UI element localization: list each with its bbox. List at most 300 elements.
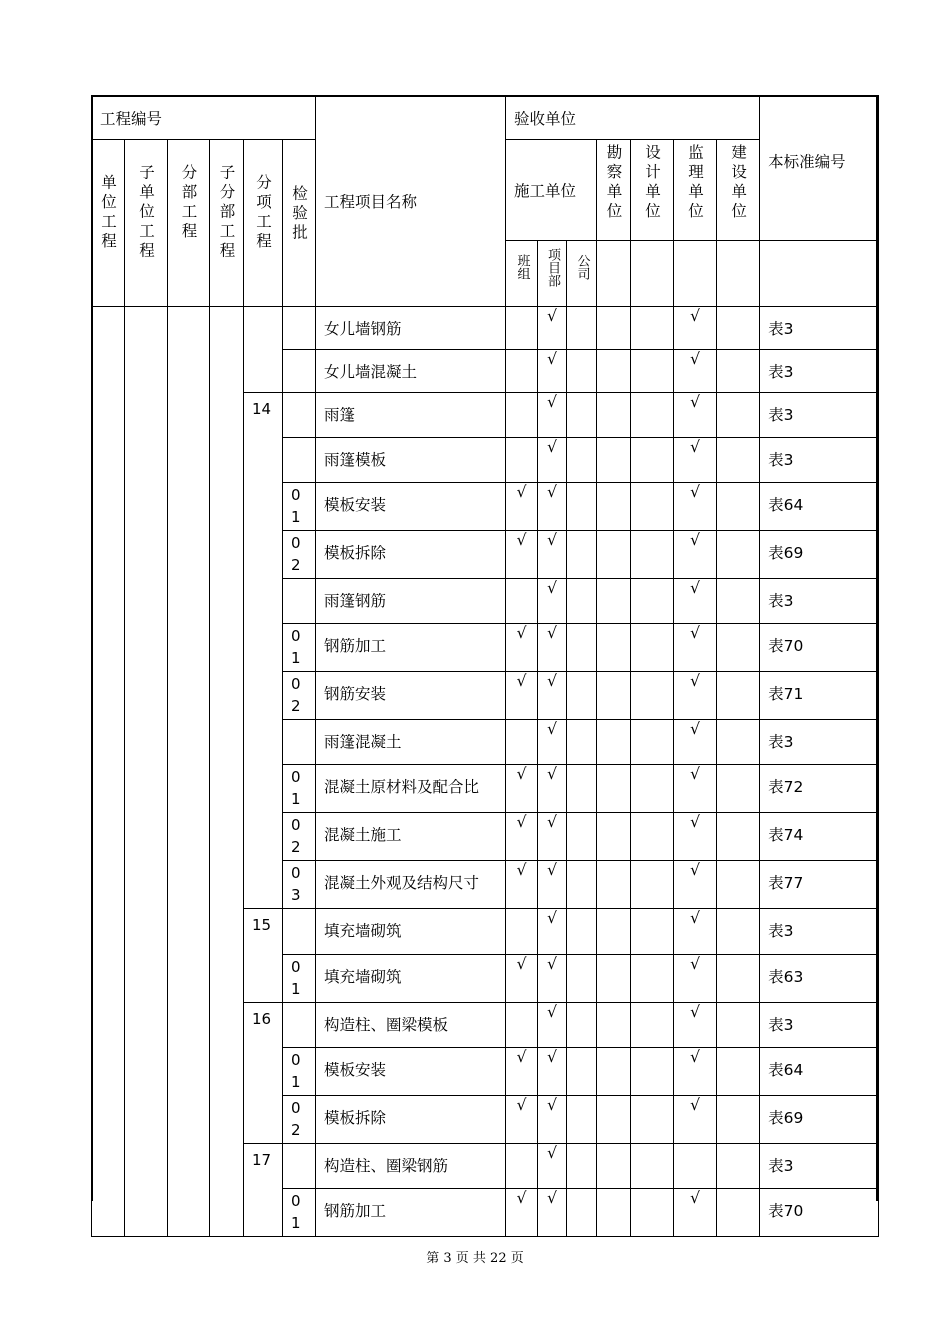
design-check-cell [631, 955, 674, 1003]
item-name-cell [316, 909, 506, 955]
design-check-cell [631, 624, 674, 672]
lot-number-cell [283, 1144, 316, 1189]
supervision-unit-label: 监理单位 [686, 144, 705, 222]
item-name: 构造柱、圈梁钢筋 [324, 1157, 449, 1175]
standard-number: 表64 [768, 496, 804, 514]
survey-check-cell [597, 1189, 631, 1237]
company-check-cell [567, 1096, 597, 1144]
check-mark: √ [547, 483, 557, 501]
lot-number-cell [283, 483, 316, 531]
dept-check-cell [538, 438, 567, 483]
supervision-check-cell [674, 1189, 717, 1237]
item-name-cell [316, 861, 506, 909]
client-check-cell [717, 909, 760, 955]
client-check-cell [717, 1189, 760, 1237]
supervision-check-cell [674, 765, 717, 813]
check-mark: √ [547, 393, 557, 411]
lot-number-cell [283, 955, 316, 1003]
design-check-cell [631, 393, 674, 438]
item-name-cell [316, 1003, 506, 1048]
item-name: 钢筋安装 [324, 685, 387, 703]
division-col [168, 307, 210, 1237]
lot-number: 01 [291, 958, 301, 998]
survey-check-cell [597, 483, 631, 531]
survey-check-cell [597, 579, 631, 624]
dept-check-cell [538, 393, 567, 438]
check-mark: √ [547, 813, 557, 831]
supervision-check-cell [674, 909, 717, 955]
dept-check-cell [538, 813, 567, 861]
design-check-cell [631, 1048, 674, 1096]
lot-number [283, 393, 309, 396]
check-mark: √ [690, 955, 700, 973]
item-name-cell [316, 438, 506, 483]
lot-number-cell [283, 579, 316, 624]
item-number-cell [244, 1144, 283, 1237]
lot-number-cell [283, 861, 316, 909]
supervision-check-cell [674, 579, 717, 624]
item-number: 15 [252, 916, 272, 934]
standard-number-cell [760, 955, 879, 1003]
standard-number: 表3 [768, 1157, 794, 1175]
design-check-cell [631, 672, 674, 720]
lot-number-cell [283, 765, 316, 813]
lot-number-cell [283, 672, 316, 720]
standard-number: 表3 [768, 320, 794, 338]
standard-number-cell [760, 393, 879, 438]
check-mark: √ [690, 307, 700, 325]
lot-number: 01 [291, 768, 301, 808]
design-check-cell [631, 813, 674, 861]
team-cell [506, 241, 538, 307]
survey-unit-cell [597, 140, 631, 241]
team-check-cell [506, 1096, 538, 1144]
company-check-cell [567, 350, 597, 393]
client-check-cell [717, 1144, 760, 1189]
design-check-cell [631, 1003, 674, 1048]
team-check-cell [506, 624, 538, 672]
item-name: 女儿墙混凝土 [324, 363, 418, 381]
survey-check-cell [597, 813, 631, 861]
lot-number: 01 [291, 1051, 301, 1091]
lot-number [283, 438, 309, 441]
supervision-check-cell [674, 307, 717, 350]
check-mark: √ [516, 813, 527, 831]
item-name-cell [316, 579, 506, 624]
survey-check-cell [597, 955, 631, 1003]
company-check-cell [567, 909, 597, 955]
check-mark: √ [690, 579, 700, 597]
check-mark: √ [690, 765, 700, 783]
supervision-check-cell [674, 531, 717, 579]
supervision-unit-cell [674, 140, 717, 241]
standard-number: 表3 [768, 406, 794, 424]
check-mark: √ [516, 861, 527, 879]
header-standard-cell [760, 96, 879, 241]
team-check-cell [506, 861, 538, 909]
standard-number-cell [760, 1003, 879, 1048]
check-mark: √ [547, 307, 557, 325]
team-check-cell [506, 579, 538, 624]
company-check-cell [567, 1003, 597, 1048]
team-check-cell [506, 909, 538, 955]
sub-division-col [210, 307, 244, 1237]
item-name-cell [316, 483, 506, 531]
company-check-cell [567, 438, 597, 483]
client-check-cell [717, 350, 760, 393]
standard-number: 表70 [768, 637, 804, 655]
design-check-cell [631, 861, 674, 909]
check-mark: √ [516, 1096, 527, 1114]
survey-check-cell [597, 350, 631, 393]
unit-project-cell [92, 140, 125, 307]
survey-check-cell [597, 1003, 631, 1048]
dept-check-cell [538, 1096, 567, 1144]
survey-check-cell [597, 672, 631, 720]
item-number-cell [244, 1003, 283, 1144]
check-mark: √ [690, 1189, 700, 1207]
company-check-cell [567, 672, 597, 720]
standard-number: 表72 [768, 778, 804, 796]
check-mark: √ [690, 1003, 700, 1021]
client-check-cell [717, 813, 760, 861]
item-name-cell [316, 307, 506, 350]
item-number: 14 [252, 400, 272, 418]
lot-number [283, 1003, 309, 1006]
lot-number [283, 350, 309, 353]
item-name: 模板拆除 [324, 1109, 387, 1127]
standard-number-cell [760, 438, 879, 483]
item-name-cell [316, 624, 506, 672]
supervision-check-cell [674, 720, 717, 765]
client-check-cell [717, 720, 760, 765]
item-name: 混凝土外观及结构尺寸 [324, 874, 480, 892]
company-check-cell [567, 579, 597, 624]
item-name: 雨篷 [324, 406, 356, 424]
standard-number-cell [760, 1096, 879, 1144]
standard-number-cell [760, 307, 879, 350]
item-number [244, 307, 282, 313]
standard-number-cell [760, 861, 879, 909]
standard-number: 表71 [768, 685, 804, 703]
standard-number-label: 本标准编号 [768, 153, 846, 171]
client-check-cell [717, 672, 760, 720]
company-check-cell [567, 720, 597, 765]
item-name: 模板安装 [324, 496, 387, 514]
lot-number-cell [283, 1003, 316, 1048]
company-check-cell [567, 624, 597, 672]
item-name: 雨篷模板 [324, 451, 387, 469]
construction-unit-cell [506, 140, 597, 241]
survey-check-cell [597, 1048, 631, 1096]
item-name-cell [316, 1189, 506, 1237]
standard-number: 表3 [768, 363, 794, 381]
check-mark: √ [690, 531, 700, 549]
item-name-cell [316, 720, 506, 765]
supervision-check-cell [674, 350, 717, 393]
construction-unit-label: 施工单位 [514, 182, 577, 200]
client-check-cell [717, 531, 760, 579]
lot-number: 01 [291, 486, 301, 526]
survey-blank [597, 241, 631, 307]
item-name-cell [316, 1096, 506, 1144]
company-check-cell [567, 813, 597, 861]
design-check-cell [631, 1144, 674, 1189]
client-check-cell [717, 955, 760, 1003]
dept-check-cell [538, 955, 567, 1003]
unit-project-col [92, 307, 125, 1237]
supervision-check-cell [674, 1096, 717, 1144]
table-row [92, 307, 879, 350]
survey-check-cell [597, 438, 631, 483]
item-name: 模板拆除 [324, 544, 387, 562]
standard-number: 表74 [768, 826, 804, 844]
company-check-cell [567, 955, 597, 1003]
survey-check-cell [597, 909, 631, 955]
item-name: 填充墙砌筑 [324, 968, 402, 986]
project-item-name-label: 工程项目名称 [324, 193, 418, 211]
survey-check-cell [597, 861, 631, 909]
team-check-cell [506, 438, 538, 483]
design-unit-label: 设计单位 [643, 144, 662, 222]
lot-number-cell [283, 393, 316, 438]
item-name-cell [316, 955, 506, 1003]
check-mark: √ [547, 720, 557, 738]
team-check-cell [506, 1144, 538, 1189]
standard-number: 表69 [768, 544, 804, 562]
check-mark: √ [516, 531, 527, 549]
unit-project-label: 单位工程 [99, 174, 117, 252]
dept-check-cell [538, 1189, 567, 1237]
check-mark: √ [690, 1048, 700, 1066]
standard-number: 表3 [768, 451, 794, 469]
survey-check-cell [597, 765, 631, 813]
lot-number-cell [283, 813, 316, 861]
company-check-cell [567, 861, 597, 909]
client-check-cell [717, 861, 760, 909]
inspection-table [91, 95, 879, 1237]
lot-number-cell [283, 1096, 316, 1144]
page-footer: 第 3 页 共 22 页 [426, 1251, 524, 1266]
dept-check-cell [538, 307, 567, 350]
design-check-cell [631, 483, 674, 531]
survey-check-cell [597, 624, 631, 672]
standard-number-cell [760, 624, 879, 672]
header-item-name-cell [316, 96, 506, 307]
check-mark: √ [547, 579, 557, 597]
item-project-label: 分项工程 [254, 174, 272, 252]
design-unit-cell [631, 140, 674, 241]
supervision-check-cell [674, 483, 717, 531]
company-check-cell [567, 765, 597, 813]
supervision-check-cell [674, 1003, 717, 1048]
lot-number: 01 [291, 1192, 301, 1232]
standard-number-cell [760, 531, 879, 579]
check-mark: √ [516, 483, 527, 501]
dept-check-cell [538, 483, 567, 531]
item-name-cell [316, 393, 506, 438]
survey-check-cell [597, 531, 631, 579]
lot-number: 02 [291, 816, 301, 856]
team-check-cell [506, 720, 538, 765]
team-check-cell [506, 483, 538, 531]
supervision-check-cell [674, 438, 717, 483]
lot-number [283, 720, 309, 723]
sub-unit-project-col [125, 307, 168, 1237]
inspection-lot-label: 检验批 [290, 185, 309, 244]
design-check-cell [631, 350, 674, 393]
check-mark: √ [690, 438, 700, 456]
team-check-cell [506, 307, 538, 350]
team-check-cell [506, 1048, 538, 1096]
item-name: 雨篷钢筋 [324, 592, 387, 610]
design-check-cell [631, 438, 674, 483]
item-name: 模板安装 [324, 1061, 387, 1079]
item-name-cell [316, 1048, 506, 1096]
design-check-cell [631, 579, 674, 624]
dept-check-cell [538, 531, 567, 579]
item-number: 17 [252, 1151, 272, 1169]
survey-check-cell [597, 307, 631, 350]
standard-number-cell [760, 483, 879, 531]
project-code-label: 工程编号 [100, 109, 163, 128]
division-project-cell [168, 140, 210, 307]
item-name: 钢筋加工 [324, 1202, 387, 1220]
check-mark: √ [547, 672, 557, 690]
supervision-check-cell [674, 813, 717, 861]
standard-number-cell [760, 350, 879, 393]
dept-check-cell [538, 624, 567, 672]
check-mark: √ [516, 624, 527, 642]
lot-number: 02 [291, 1099, 301, 1139]
sub-unit-project-label: 子单位工程 [137, 164, 155, 262]
company-cell [567, 241, 597, 307]
check-mark: √ [516, 1189, 527, 1207]
supervision-check-cell [674, 672, 717, 720]
team-check-cell [506, 531, 538, 579]
survey-unit-label: 勘察单位 [604, 144, 623, 222]
standard-number-cell [760, 672, 879, 720]
check-mark: √ [516, 1048, 527, 1066]
client-check-cell [717, 624, 760, 672]
company-check-cell [567, 1189, 597, 1237]
lot-number-cell [283, 624, 316, 672]
supervision-check-cell [674, 1048, 717, 1096]
lot-number [283, 579, 309, 582]
check-mark: √ [547, 1003, 557, 1021]
client-check-cell [717, 765, 760, 813]
design-check-cell [631, 1189, 674, 1237]
standard-number-cell [760, 765, 879, 813]
item-name: 混凝土施工 [324, 826, 402, 844]
dept-check-cell [538, 672, 567, 720]
client-check-cell [717, 579, 760, 624]
lot-number-cell [283, 350, 316, 393]
check-mark: √ [547, 861, 557, 879]
check-mark: √ [547, 765, 557, 783]
team-check-cell [506, 813, 538, 861]
check-mark: √ [690, 1096, 700, 1114]
company-check-cell [567, 307, 597, 350]
sub-division-project-label: 子分部工程 [217, 164, 236, 262]
standard-number: 表3 [768, 922, 794, 940]
standard-number: 表77 [768, 874, 804, 892]
standard-number-cell [760, 1144, 879, 1189]
sub-division-project-cell [210, 140, 244, 307]
check-mark: √ [547, 1144, 557, 1162]
item-number-cell [244, 393, 283, 909]
survey-check-cell [597, 393, 631, 438]
design-check-cell [631, 765, 674, 813]
lot-number-cell [283, 909, 316, 955]
client-check-cell [717, 1003, 760, 1048]
check-mark: √ [547, 531, 557, 549]
supervision-check-cell [674, 1144, 717, 1189]
lot-number [283, 909, 309, 912]
standard-number: 表63 [768, 968, 804, 986]
dept-check-cell [538, 1144, 567, 1189]
check-mark: √ [547, 1189, 557, 1207]
dept-check-cell [538, 1048, 567, 1096]
lot-number-cell [283, 720, 316, 765]
check-mark: √ [690, 720, 700, 738]
client-check-cell [717, 393, 760, 438]
dept-check-cell [538, 909, 567, 955]
standard-number-cell [760, 813, 879, 861]
check-mark: √ [516, 672, 527, 690]
standard-number-cell [760, 579, 879, 624]
lot-number-cell [283, 1048, 316, 1096]
lot-number: 02 [291, 675, 301, 715]
standard-number: 表70 [768, 1202, 804, 1220]
standard-number-cell [760, 1048, 879, 1096]
standard-number: 表69 [768, 1109, 804, 1127]
supervision-check-cell [674, 624, 717, 672]
dept-check-cell [538, 720, 567, 765]
team-check-cell [506, 1189, 538, 1237]
check-mark: √ [547, 350, 557, 368]
item-project-cell [244, 140, 283, 307]
survey-check-cell [597, 720, 631, 765]
team-check-cell [506, 672, 538, 720]
company-check-cell [567, 531, 597, 579]
standard-blank [760, 241, 879, 307]
check-mark: √ [690, 483, 700, 501]
item-number-cell [244, 307, 283, 393]
dept-check-cell [538, 579, 567, 624]
item-name-cell [316, 1144, 506, 1189]
team-check-cell [506, 955, 538, 1003]
check-mark: √ [690, 393, 700, 411]
design-check-cell [631, 1096, 674, 1144]
client-check-cell [717, 307, 760, 350]
dept-check-cell [538, 350, 567, 393]
item-name-cell [316, 765, 506, 813]
item-name: 女儿墙钢筋 [324, 320, 402, 338]
supervision-check-cell [674, 955, 717, 1003]
lot-number-cell [283, 531, 316, 579]
standard-number-cell [760, 909, 879, 955]
standard-number: 表64 [768, 1061, 804, 1079]
team-check-cell [506, 1003, 538, 1048]
team-check-cell [506, 393, 538, 438]
design-check-cell [631, 531, 674, 579]
company-check-cell [567, 483, 597, 531]
project-dept-label: 项目部 [545, 247, 561, 287]
check-mark: √ [690, 909, 700, 927]
check-mark: √ [516, 955, 527, 973]
item-name: 雨篷混凝土 [324, 733, 402, 751]
